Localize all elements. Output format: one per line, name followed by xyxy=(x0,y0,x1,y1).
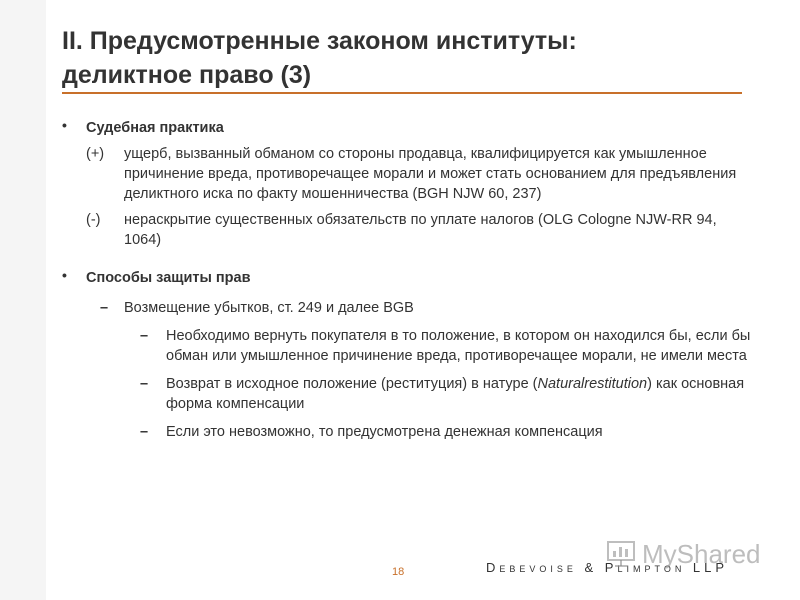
level3-item xyxy=(62,422,752,442)
list-item-text: ущерб, вызванный обманом со стороны продавца, квалифицируется как умышленное причинение вреда, противоречащее морали и может стать основанием для предъявления деликтного иска по факту мошенничества (BGH NJW 60, 237) xyxy=(124,146,737,202)
bullet-court-practice xyxy=(62,118,752,138)
bullet-heading: Судебная практика xyxy=(86,120,224,136)
dash-marker: – xyxy=(140,424,149,440)
minus-marker: (-) xyxy=(86,212,101,228)
bullet-icon: • xyxy=(62,267,67,283)
bullet-remedies xyxy=(62,268,752,288)
footer-brand: Debevoise & Plimpton LLP xyxy=(486,560,729,575)
slide-content xyxy=(62,118,752,442)
dash-marker: – xyxy=(100,300,109,316)
dash-marker: – xyxy=(140,328,149,344)
presentation-icon xyxy=(606,539,636,569)
level3-item-text: Необходимо вернуть покупателя в то положение, в котором он находился бы, если бы обман или умышленное причинение вреда, противоречащее морали, не имели места xyxy=(166,328,751,364)
watermark xyxy=(606,536,776,572)
list-item-text: нераскрытие существенных обязательств по уплате налогов (OLG Cologne NJW-RR 94, 1064) xyxy=(124,212,717,248)
level3-item xyxy=(62,374,752,414)
list-item xyxy=(62,144,752,204)
level2-item xyxy=(62,298,752,318)
left-margin-strip xyxy=(0,0,46,600)
bullet-icon: • xyxy=(62,117,67,133)
title-divider xyxy=(62,92,742,94)
level3-item-text xyxy=(62,374,752,414)
dash-marker: – xyxy=(140,376,149,392)
text-segment: Возврат в исходное положение (реституция) в натуре ( xyxy=(166,376,538,392)
watermark-text: MyShared xyxy=(642,538,761,569)
title-line-1: II. Предусмотренные законом институты: xyxy=(62,27,577,55)
page-number: 18 xyxy=(392,566,405,578)
level3-item xyxy=(62,326,752,366)
title-line-2: деликтное право (3) xyxy=(62,61,312,89)
bullet-heading: Способы защиты прав xyxy=(86,270,251,286)
text-segment: ) как основная форма компенсации xyxy=(166,376,745,412)
plus-marker: (+) xyxy=(86,146,105,162)
slide-title xyxy=(62,24,762,92)
list-item xyxy=(62,210,752,250)
level2-item-text: Возмещение убытков, ст. 249 и далее BGB xyxy=(124,300,414,316)
italic-term: Naturalrestitution xyxy=(537,376,648,392)
level3-item-text: Если это невозможно, то предусмотрена денежная компенсация xyxy=(166,424,603,440)
